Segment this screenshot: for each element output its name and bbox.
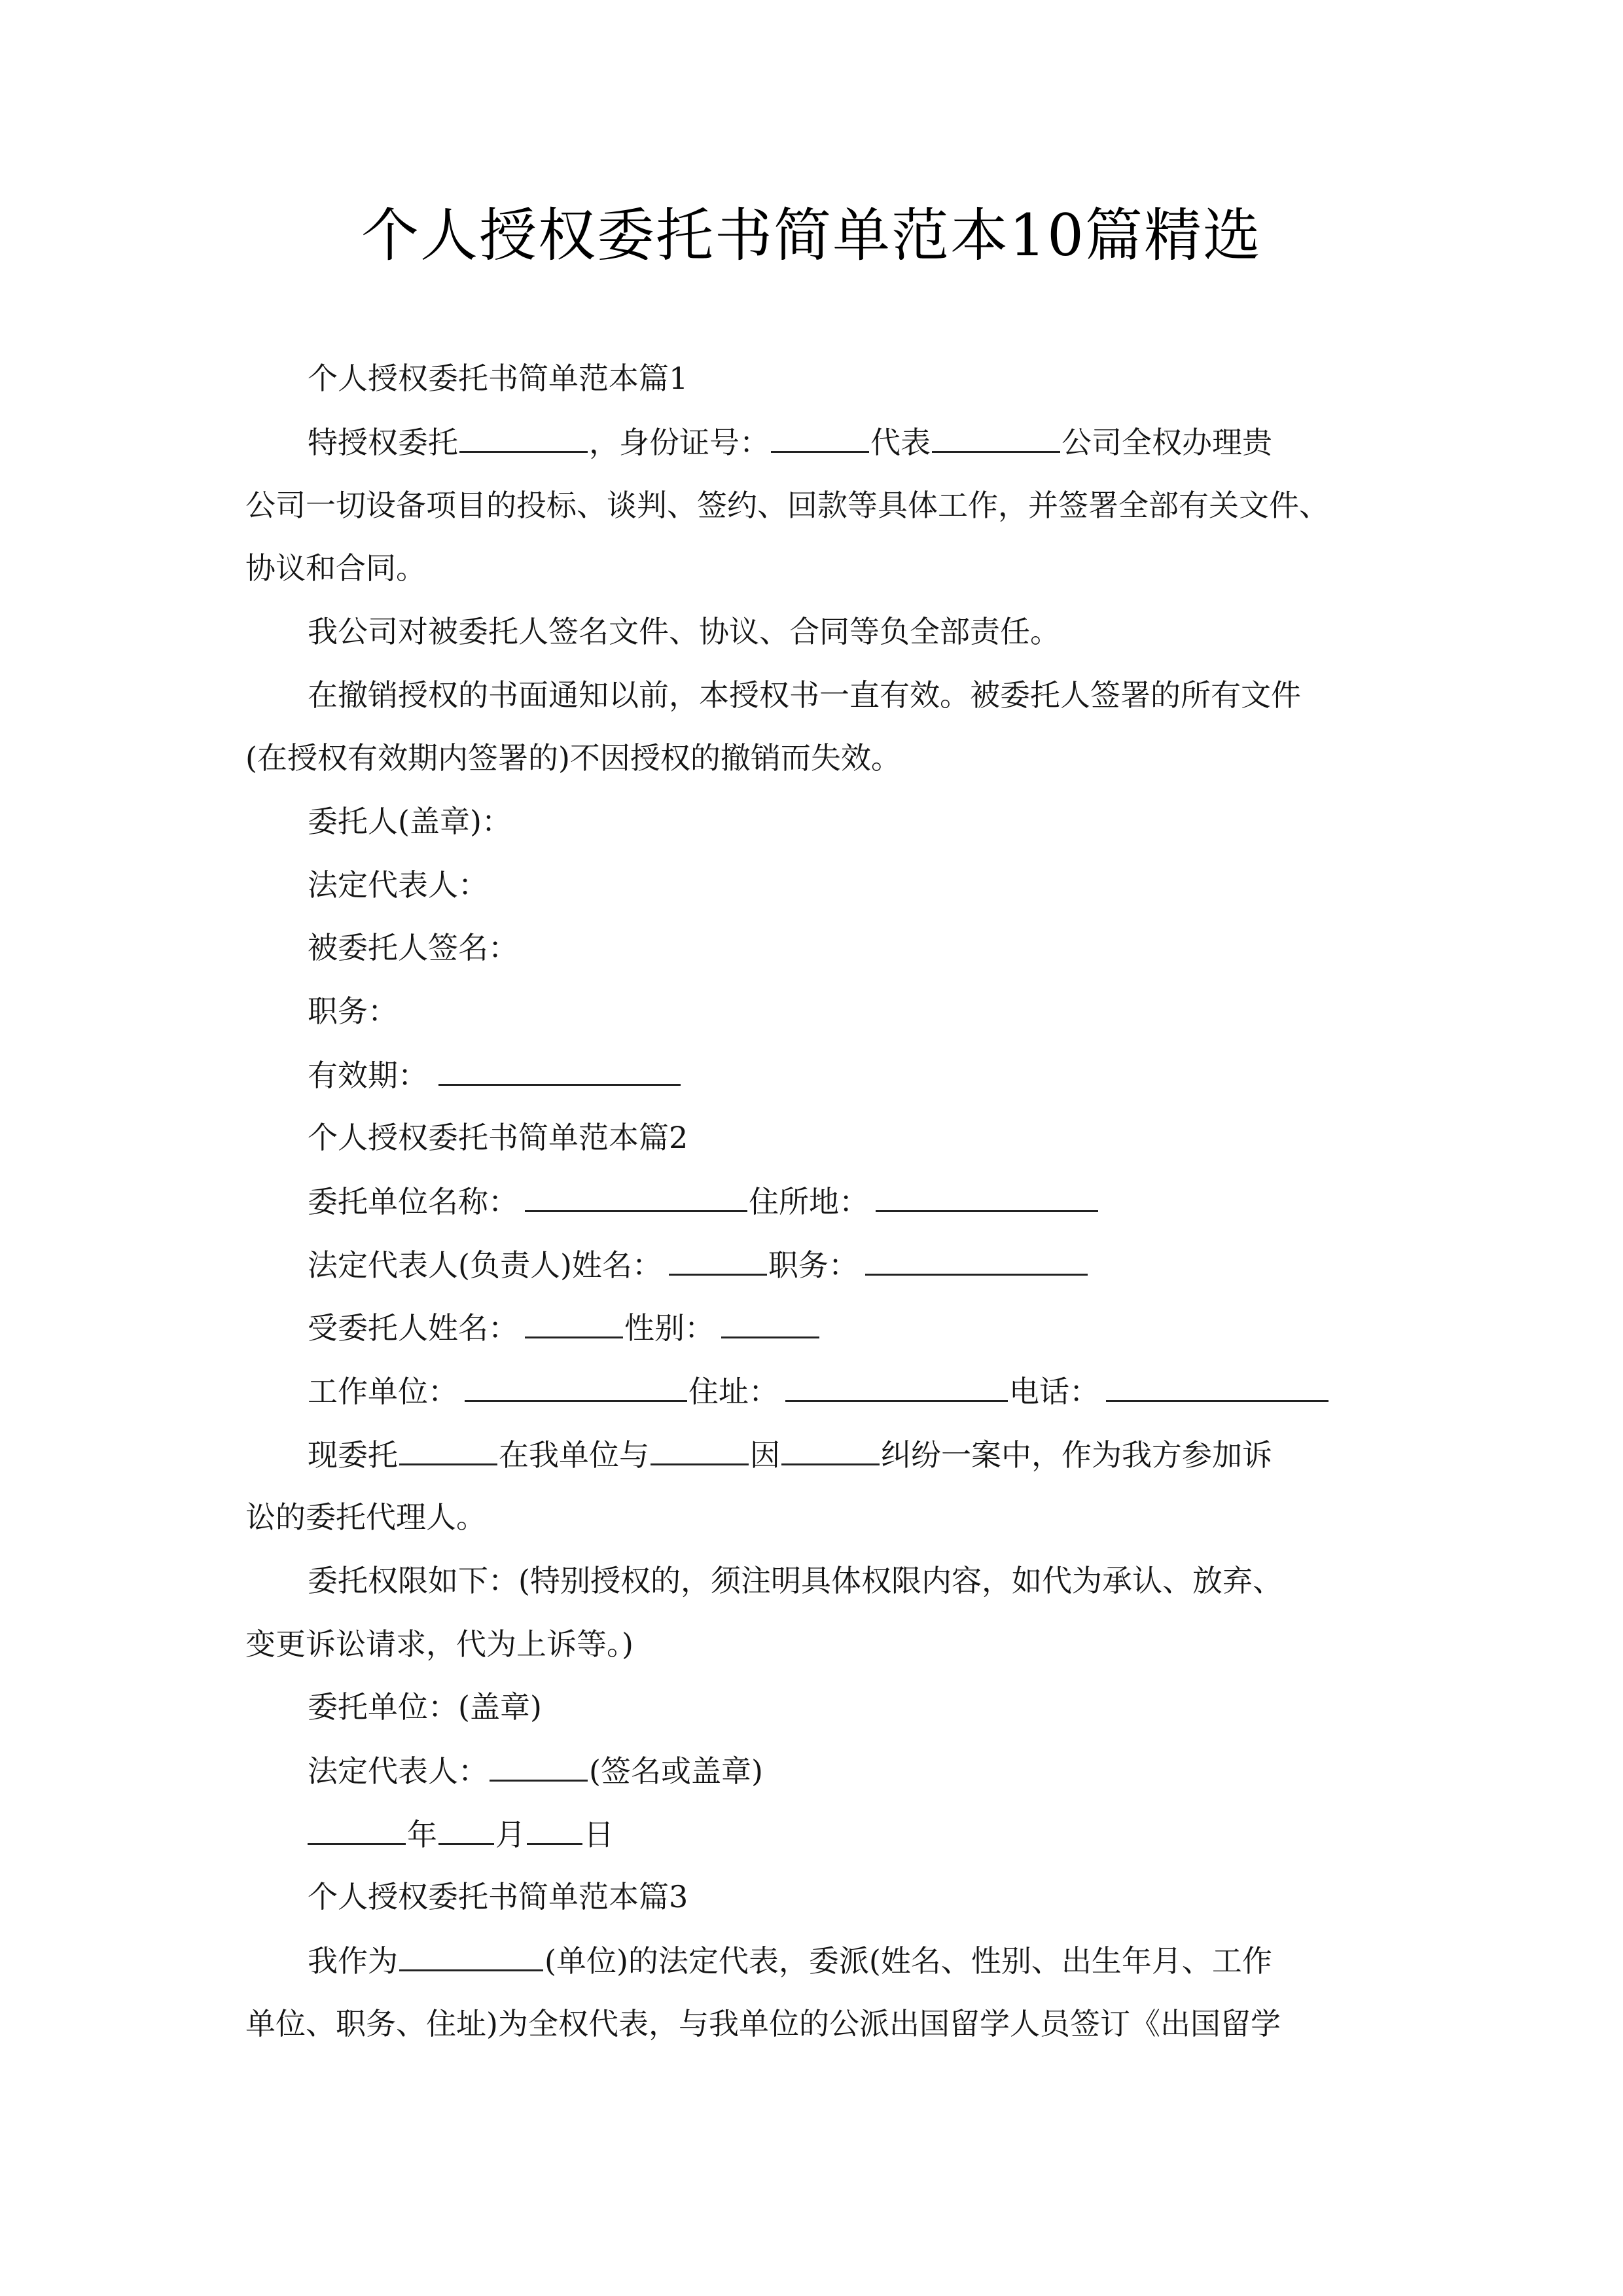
blank-cause[interactable] — [781, 1435, 880, 1465]
label: 委托单位名称： — [308, 1184, 518, 1219]
label: 法定代表人： — [308, 1753, 488, 1789]
paragraph-legal-rep-appoint — [308, 1941, 1378, 1981]
field-legal-rep-signature — [308, 1751, 1378, 1791]
label-month: 月 — [495, 1817, 526, 1852]
field-row-legal-rep — [308, 1245, 1378, 1285]
field-row-agent — [308, 1308, 1378, 1348]
field-date — [308, 1814, 1378, 1854]
field-principal-seal: 委托人(盖章)： — [308, 804, 512, 839]
blank-field-name[interactable] — [459, 422, 588, 453]
text: 我作为 — [308, 1943, 398, 1979]
blank-month[interactable] — [438, 1814, 494, 1845]
text: 公司全权办理贵 — [1061, 425, 1272, 460]
label-year: 年 — [407, 1817, 437, 1852]
section-heading-2: 个人授权委托书简单范本篇2 — [308, 1120, 688, 1155]
blank-rep-signature[interactable] — [490, 1751, 588, 1782]
paragraph-line: 公司一切设备项目的投标、谈判、签约、回款等具体工作，并签署全部有关文件、 — [245, 488, 1329, 523]
field-legal-representative: 法定代表人： — [308, 867, 488, 903]
blank-opposing-party[interactable] — [651, 1435, 749, 1465]
text: 在我单位与 — [499, 1437, 649, 1473]
text: 因 — [750, 1437, 780, 1473]
text: ，身份证号： — [589, 425, 770, 460]
label: 住址： — [688, 1374, 779, 1409]
section-heading-3: 个人授权委托书简单范本篇3 — [308, 1879, 688, 1914]
label-day: 日 — [584, 1817, 614, 1852]
paragraph-line: 讼的委托代理人。 — [245, 1499, 486, 1535]
label: 住所地： — [749, 1184, 869, 1219]
blank-entrusted[interactable] — [399, 1435, 497, 1465]
paragraph-entrust — [308, 1435, 1378, 1475]
field-unit-seal: 委托单位：(盖章) — [308, 1689, 542, 1725]
blank-validity[interactable] — [438, 1055, 681, 1086]
paragraph-line: 协议和合同。 — [245, 550, 426, 586]
paragraph-line: (在授权有效期内签署的)不因授权的撤销而失效。 — [245, 740, 901, 776]
blank-day[interactable] — [527, 1814, 582, 1845]
blank-domicile[interactable] — [876, 1181, 1098, 1212]
blank-address[interactable] — [785, 1371, 1008, 1402]
label: 工作单位： — [308, 1374, 458, 1409]
blank-year[interactable] — [308, 1814, 406, 1845]
text: (签名或盖章) — [589, 1753, 763, 1789]
blank-rep-name[interactable] — [669, 1245, 767, 1276]
label: 性别： — [624, 1310, 715, 1346]
label: 电话： — [1009, 1374, 1099, 1409]
section-heading-1: 个人授权委托书简单范本篇1 — [308, 361, 688, 396]
field-agent-signature: 被委托人签名： — [308, 930, 518, 965]
blank-phone[interactable] — [1106, 1371, 1329, 1402]
text: 特授权委托 — [308, 425, 458, 460]
blank-agent-gender[interactable] — [721, 1308, 819, 1338]
paragraph-authorization — [308, 422, 1378, 462]
text: (单位)的法定代表，委派(姓名、性别、出生年月、工作 — [544, 1943, 1272, 1979]
blank-unit[interactable] — [399, 1941, 543, 1971]
paragraph-validity: 在撤销授权的书面通知以前，本授权书一直有效。被委托人签署的所有文件 — [308, 677, 1301, 713]
paragraph-line: 单位、职务、住址)为全权代表，与我单位的公派出国留学人员签订《出国留学 — [245, 2006, 1281, 2041]
document-title: 个人授权委托书简单范本10篇精选 — [361, 202, 1262, 269]
field-row-work — [308, 1371, 1378, 1411]
blank-rep-position[interactable] — [865, 1245, 1088, 1276]
label: 法定代表人(负责人)姓名： — [308, 1247, 662, 1283]
label: 有效期： — [308, 1058, 428, 1093]
paragraph-scope: 委托权限如下：(特别授权的，须注明具体权限内容，如代为承认、放弃、 — [308, 1563, 1283, 1598]
label: 职务： — [768, 1247, 859, 1283]
field-row-unit — [308, 1181, 1378, 1221]
text: 现委托 — [308, 1437, 398, 1473]
blank-unit-name[interactable] — [525, 1181, 747, 1212]
paragraph-line: 变更诉讼请求，代为上诉等。) — [245, 1626, 633, 1662]
field-validity-period — [308, 1055, 1378, 1095]
blank-agent-name[interactable] — [525, 1308, 623, 1338]
text: 纠纷一案中，作为我方参加诉 — [881, 1437, 1272, 1473]
blank-field-company[interactable] — [932, 422, 1060, 453]
blank-field-id-number[interactable] — [771, 422, 869, 453]
text: 代表 — [870, 425, 931, 460]
label: 受委托人姓名： — [308, 1310, 518, 1346]
field-position: 职务： — [308, 994, 398, 1029]
paragraph-responsibility: 我公司对被委托人签名文件、协议、合同等负全部责任。 — [308, 614, 1060, 649]
blank-work-unit[interactable] — [465, 1371, 687, 1402]
